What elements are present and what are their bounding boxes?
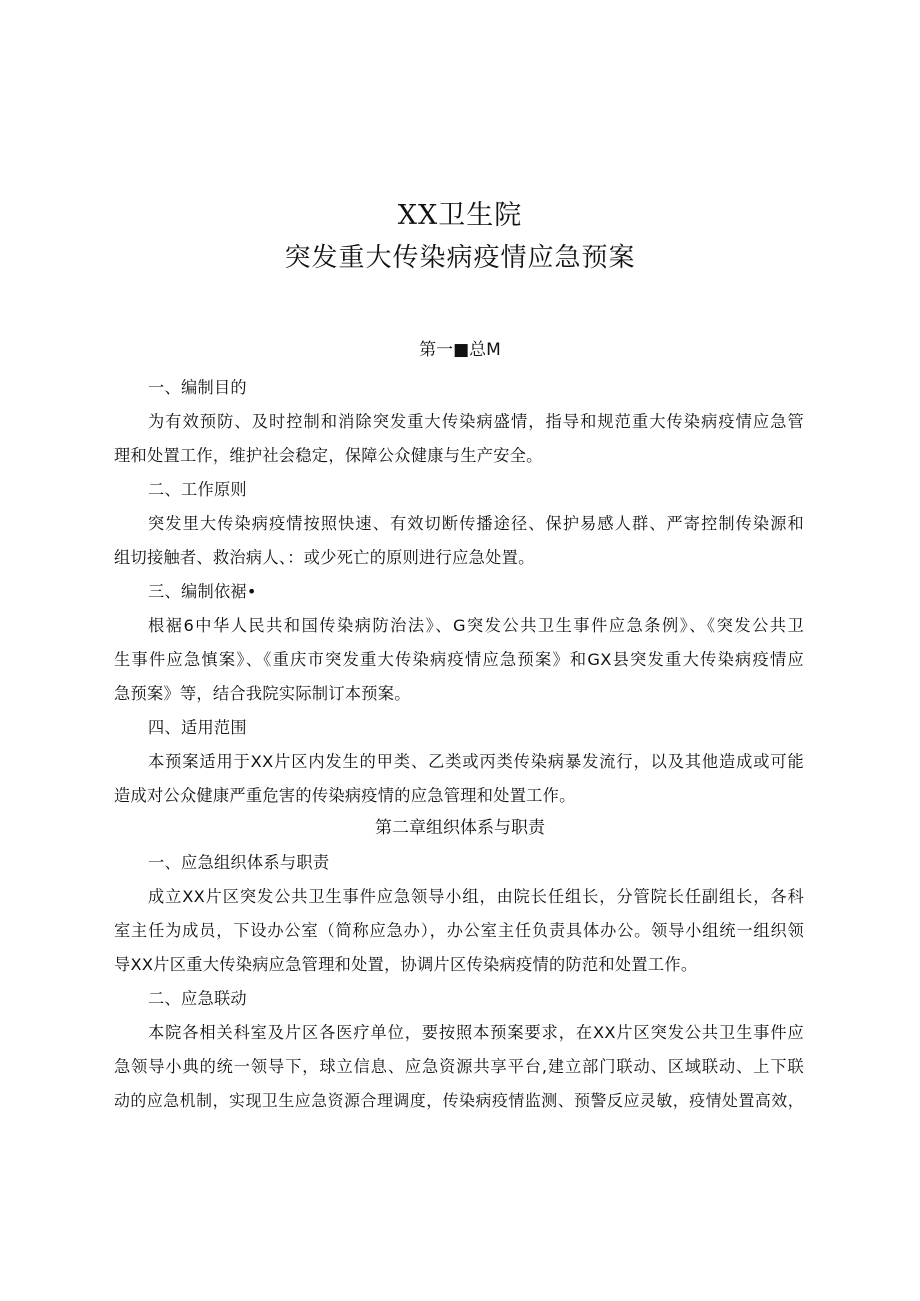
paragraph-line: 动的应急机制，实现卫生应急资源合理调度，传染病疫情监测、预警反应灵敏，疫情处置高效， — [114, 1091, 804, 1110]
paragraph-line: 根裾6中华人民共和国传染病防治法》、G突发公共卫生事件应急条例》、《突发公共卫 — [148, 616, 804, 635]
paragraph-line: 急预案》等，结合我院实际制订本预案。 — [114, 684, 411, 703]
paragraph-line: 为有效预防、及时控制和消除突发重大传染病盛情，指导和规范重大传染病疫情应急管 — [148, 412, 804, 431]
paragraph-line: 造成对公众健康严重危害的传染病疫情的应急管理和处置工作。 — [114, 786, 576, 805]
section-heading-basis: 三、编制依裾• — [148, 582, 257, 601]
document-title-institution: XX卫生院 — [397, 200, 523, 231]
chapter-1-body — [114, 371, 804, 813]
paragraph-line: 室主任为成员，下设办公室（简称应急办），办公室主任负责具体办公。领导小组统一组织领 — [114, 921, 804, 940]
document-title-plan: 突发重大传染病疫情应急预案 — [284, 243, 636, 273]
paragraph-line: 急领导小典的统一领导下，球立信息、应急资源共享平台,建立部门联动、区域联动、上下联 — [114, 1057, 804, 1076]
paragraph-line: 生事件应急慎案》、《重庆市突发重大传染病疫情应急预案》和GX县突发重大传染病疫情应 — [114, 650, 804, 669]
chapter-2-body — [114, 846, 804, 1118]
section-heading-principles: 二、工作原则 — [148, 480, 247, 499]
paragraph-line: 本院各相关科室及片区各医疗单位，要按照本预案要求，在XX片区突发公共卫生事件应 — [148, 1023, 804, 1042]
chapter-1-heading: 第一■总M — [419, 340, 501, 360]
section-heading-purpose: 一、编制目的 — [148, 378, 247, 397]
section-heading-organization: 一、应急组织体系与职责 — [148, 853, 330, 872]
paragraph-line: 理和处置工作，维护社会稳定，保障公众健康与生产安全。 — [114, 446, 543, 465]
section-heading-linkage: 二、应急联动 — [148, 989, 247, 1008]
paragraph-line: 突发里大传染病疫情按照快速、有效切断传播途径、保护易感人群、严寄控制传染源和 — [148, 514, 804, 533]
section-heading-scope: 四、适用范围 — [148, 718, 247, 737]
paragraph-line: 组切接触者、救治病人、：或少死亡的原则进行应急处置。 — [114, 548, 535, 567]
paragraph-line: 成立XX片区突发公共卫生事件应急领导小组，由院长任组长，分管院长任副组长，各科 — [148, 887, 804, 906]
chapter-2-heading: 第二章组织体系与职责 — [375, 818, 545, 838]
paragraph-line: 本预案适用于XX片区内发生的甲类、乙类或丙类传染病暴发流行，以及其他造成或可能 — [148, 752, 804, 771]
paragraph-line: 导XX片区重大传染病应急管理和处置，协调片区传染病疫情的防范和处置工作。 — [114, 955, 698, 974]
